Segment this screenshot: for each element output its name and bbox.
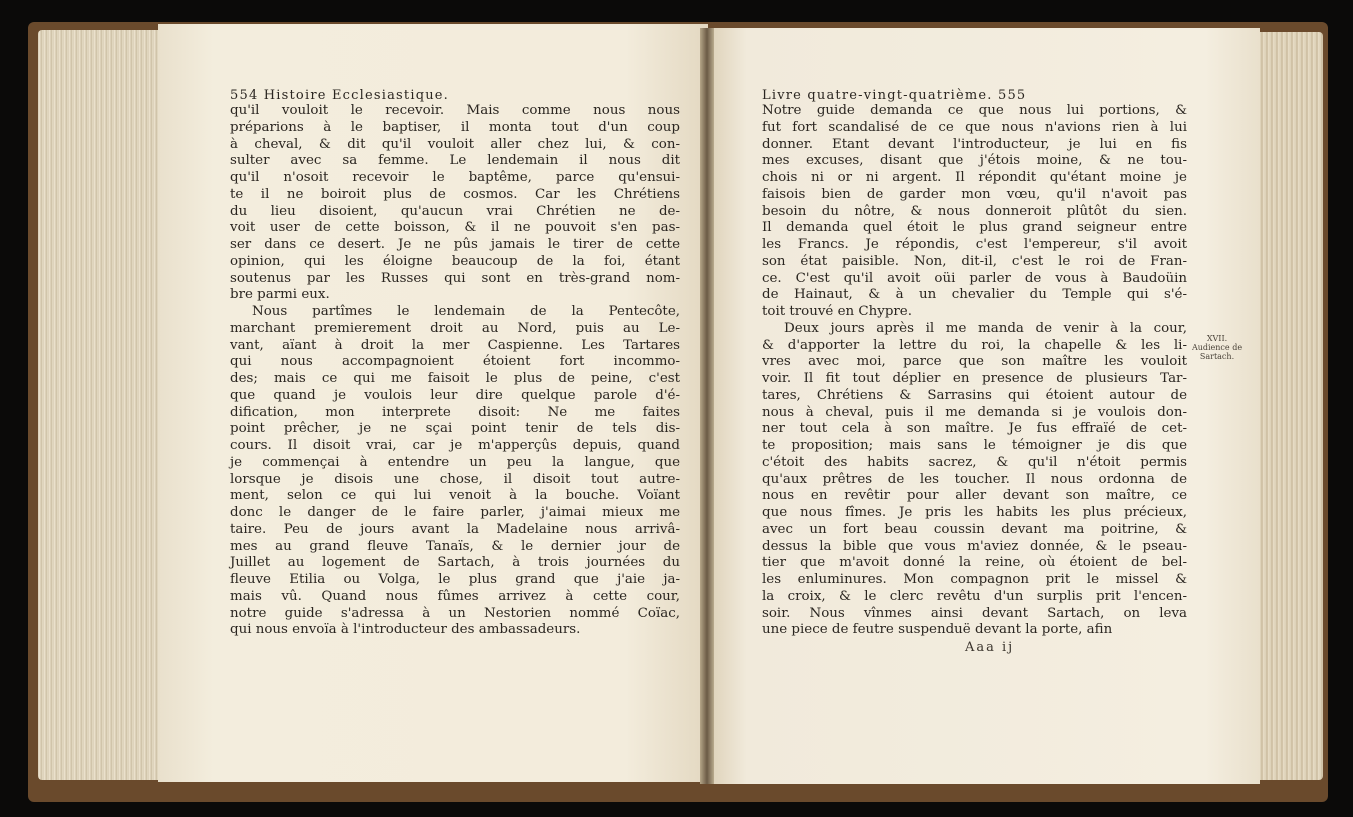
text-line: bre parmi eux. xyxy=(230,287,330,303)
text-line: Il demanda quel étoit le plus grand seigneur entre xyxy=(762,220,1187,236)
margin-note: XVII. Audience de Sartach. xyxy=(1191,334,1243,361)
text-line: nous en revêtir pour aller devant son maître, ce xyxy=(762,488,1187,504)
text-line: fut fort scandalisé de ce que nous n'avions rien à lui xyxy=(762,119,1187,135)
text-line: faisois bien de garder mon vœu, qu'il n'avoit pas xyxy=(762,186,1187,202)
text-line: c'étoit des habits sacrez, & qu'il n'étoit permis xyxy=(762,454,1187,470)
text-line: donner. Etant devant l'introducteur, je lui en fis xyxy=(762,136,1187,152)
text-line: dification, mon interprete disoit: Ne me faites xyxy=(230,404,680,420)
text-line: la croix, & le clerc revêtu d'un surplis prit l'encen- xyxy=(762,588,1187,604)
text-line: les enluminures. Mon compagnon prit le missel & xyxy=(762,572,1187,587)
text-line: des; mais ce qui me faisoit le plus de peine, c'est xyxy=(230,371,680,386)
text-line: lorsque je disois une chose, il disoit tout autre- xyxy=(230,471,680,487)
text-line: de Hainaut, & à un chevalier du Temple qui s'é- xyxy=(762,287,1187,303)
signature-mark: Aaa ij xyxy=(965,640,1015,655)
text-line: soutenus par les Russes qui sont en très-grand nom- xyxy=(230,270,680,286)
text-line: Juillet au logement de Sartach, à trois journées du xyxy=(230,555,680,571)
text-line: taire. Peu de jours avant la Madelaine nous arrivâ- xyxy=(230,521,680,537)
text-line: donc le danger de le faire parler, j'aimai mieux me xyxy=(230,505,680,520)
text-line: mes excuses, disant que j'étois moine, & ne tou- xyxy=(762,153,1187,169)
text-line: marchant premierement droit au Nord, puis au Le- xyxy=(230,320,680,336)
text-line: ment, selon ce qui lui venoit à la bouche. Voïant xyxy=(230,488,680,504)
text-line: fleuve Etilia ou Volga, le plus grand que j'aie ja- xyxy=(230,572,680,587)
text-line: chois ni or ni argent. Il répondit qu'étant moine je xyxy=(762,170,1187,185)
right-running-head: Livre quatre-vingt-quatrième. 555 xyxy=(762,88,1027,103)
text-line: ser dans ce desert. Je ne pûs jamais le tirer de cette xyxy=(230,237,680,252)
text-line: que nous fîmes. Je pris les habits les plus précieux, xyxy=(762,505,1187,520)
text-line: qu'il vouloit le recevoir. Mais comme nous nous xyxy=(230,103,680,118)
book-gutter xyxy=(700,28,714,784)
text-line: soir. Nous vînmes ainsi devant Sartach, on leva xyxy=(762,605,1187,621)
text-line: je commençai à entendre un peu la langue, que xyxy=(230,454,680,470)
text-line: te proposition; mais sans le témoigner je dis que xyxy=(762,438,1187,453)
text-line: & d'apporter la lettre du roi, la chapelle & les li- xyxy=(762,337,1187,353)
text-line: une piece de feutre suspenduë devant la porte, afin xyxy=(762,622,1113,638)
text-line: ner tout cela à son maître. Je fus effraïé de cet- xyxy=(762,421,1187,437)
text-line: qu'aux prêtres de les toucher. Il nous ordonna de xyxy=(762,471,1187,487)
right-body-text xyxy=(762,103,1187,639)
text-line: que quand je voulois leur dire quelque parole d'é- xyxy=(230,387,680,403)
text-line: Notre guide demanda ce que nous lui portions, & xyxy=(762,103,1187,118)
text-line: besoin du nôtre, & nous donneroit plûtôt du sien. xyxy=(762,203,1187,219)
text-line: nous à cheval, puis il me demanda si je voulois don- xyxy=(762,404,1187,420)
text-line: Nous partîmes le lendemain de la Pentecôte, xyxy=(252,304,680,319)
text-line: à cheval, & dit qu'il vouloit aller chez lui, & con- xyxy=(230,136,680,152)
text-line: Deux jours après il me manda de venir à la cour, xyxy=(784,320,1187,336)
text-line: mes au grand fleuve Tanaïs, & le dernier jour de xyxy=(230,538,680,554)
text-line: tier que m'avoit donné la reine, où étoient de bel- xyxy=(762,555,1187,571)
text-line: qu'il n'osoit recevoir le baptême, parce qu'ensui- xyxy=(230,170,680,185)
page-edges-right xyxy=(1255,32,1323,780)
left-body-text xyxy=(230,103,680,639)
page-edges-left xyxy=(38,30,168,780)
left-running-head: 554 Histoire Ecclesiastique. xyxy=(230,88,450,103)
text-line: sulter avec sa femme. Le lendemain il nous dit xyxy=(230,153,680,169)
text-line: opinion, qui les éloigne beaucoup de la foi, étant xyxy=(230,253,680,269)
text-line: du lieu disoient, qu'aucun vrai Chrétien ne de- xyxy=(230,203,680,219)
text-line: tares, Chrétiens & Sarrasins qui étoient autour de xyxy=(762,387,1187,403)
text-line: te il ne boiroit plus de cosmos. Car les Chrétiens xyxy=(230,186,680,202)
text-line: avec un fort beau coussin devant ma poitrine, & xyxy=(762,521,1187,537)
text-line: ce. C'est qu'il avoit oüi parler de vous à Baudoüin xyxy=(762,270,1187,286)
text-line: voir. Il fit tout déplier en presence de plusieurs Tar- xyxy=(762,371,1187,386)
text-line: vant, aïant à droit la mer Caspienne. Les Tartares xyxy=(230,337,680,353)
text-line: point prêcher, je ne sçai point tenir de tels dis- xyxy=(230,421,680,437)
text-line: cours. Il disoit vrai, car je m'apperçûs depuis, quand xyxy=(230,438,680,453)
text-line: mais vû. Quand nous fûmes arrivez à cette cour, xyxy=(230,588,680,604)
text-line: toit trouvé en Chypre. xyxy=(762,304,912,319)
text-line: vres avec moi, parce que son maître les vouloit xyxy=(762,354,1187,370)
text-line: qui nous envoïa à l'introducteur des ambassadeurs. xyxy=(230,622,581,638)
text-line: voit user de cette boisson, & il ne pouvoit s'en pas- xyxy=(230,220,680,236)
text-line: notre guide s'adressa à un Nestorien nommé Coïac, xyxy=(230,605,680,621)
text-line: les Francs. Je répondis, c'est l'empereur, s'il avoit xyxy=(762,237,1187,252)
text-line: dessus la bible que vous m'aviez donnée, & le pseau- xyxy=(762,538,1187,554)
text-line: qui nous accompagnoient étoient fort incommo- xyxy=(230,354,680,370)
text-line: préparions à le baptiser, il monta tout d'un coup xyxy=(230,119,680,135)
text-line: son état paisible. Non, dit-il, c'est le roi de Fran- xyxy=(762,253,1187,269)
